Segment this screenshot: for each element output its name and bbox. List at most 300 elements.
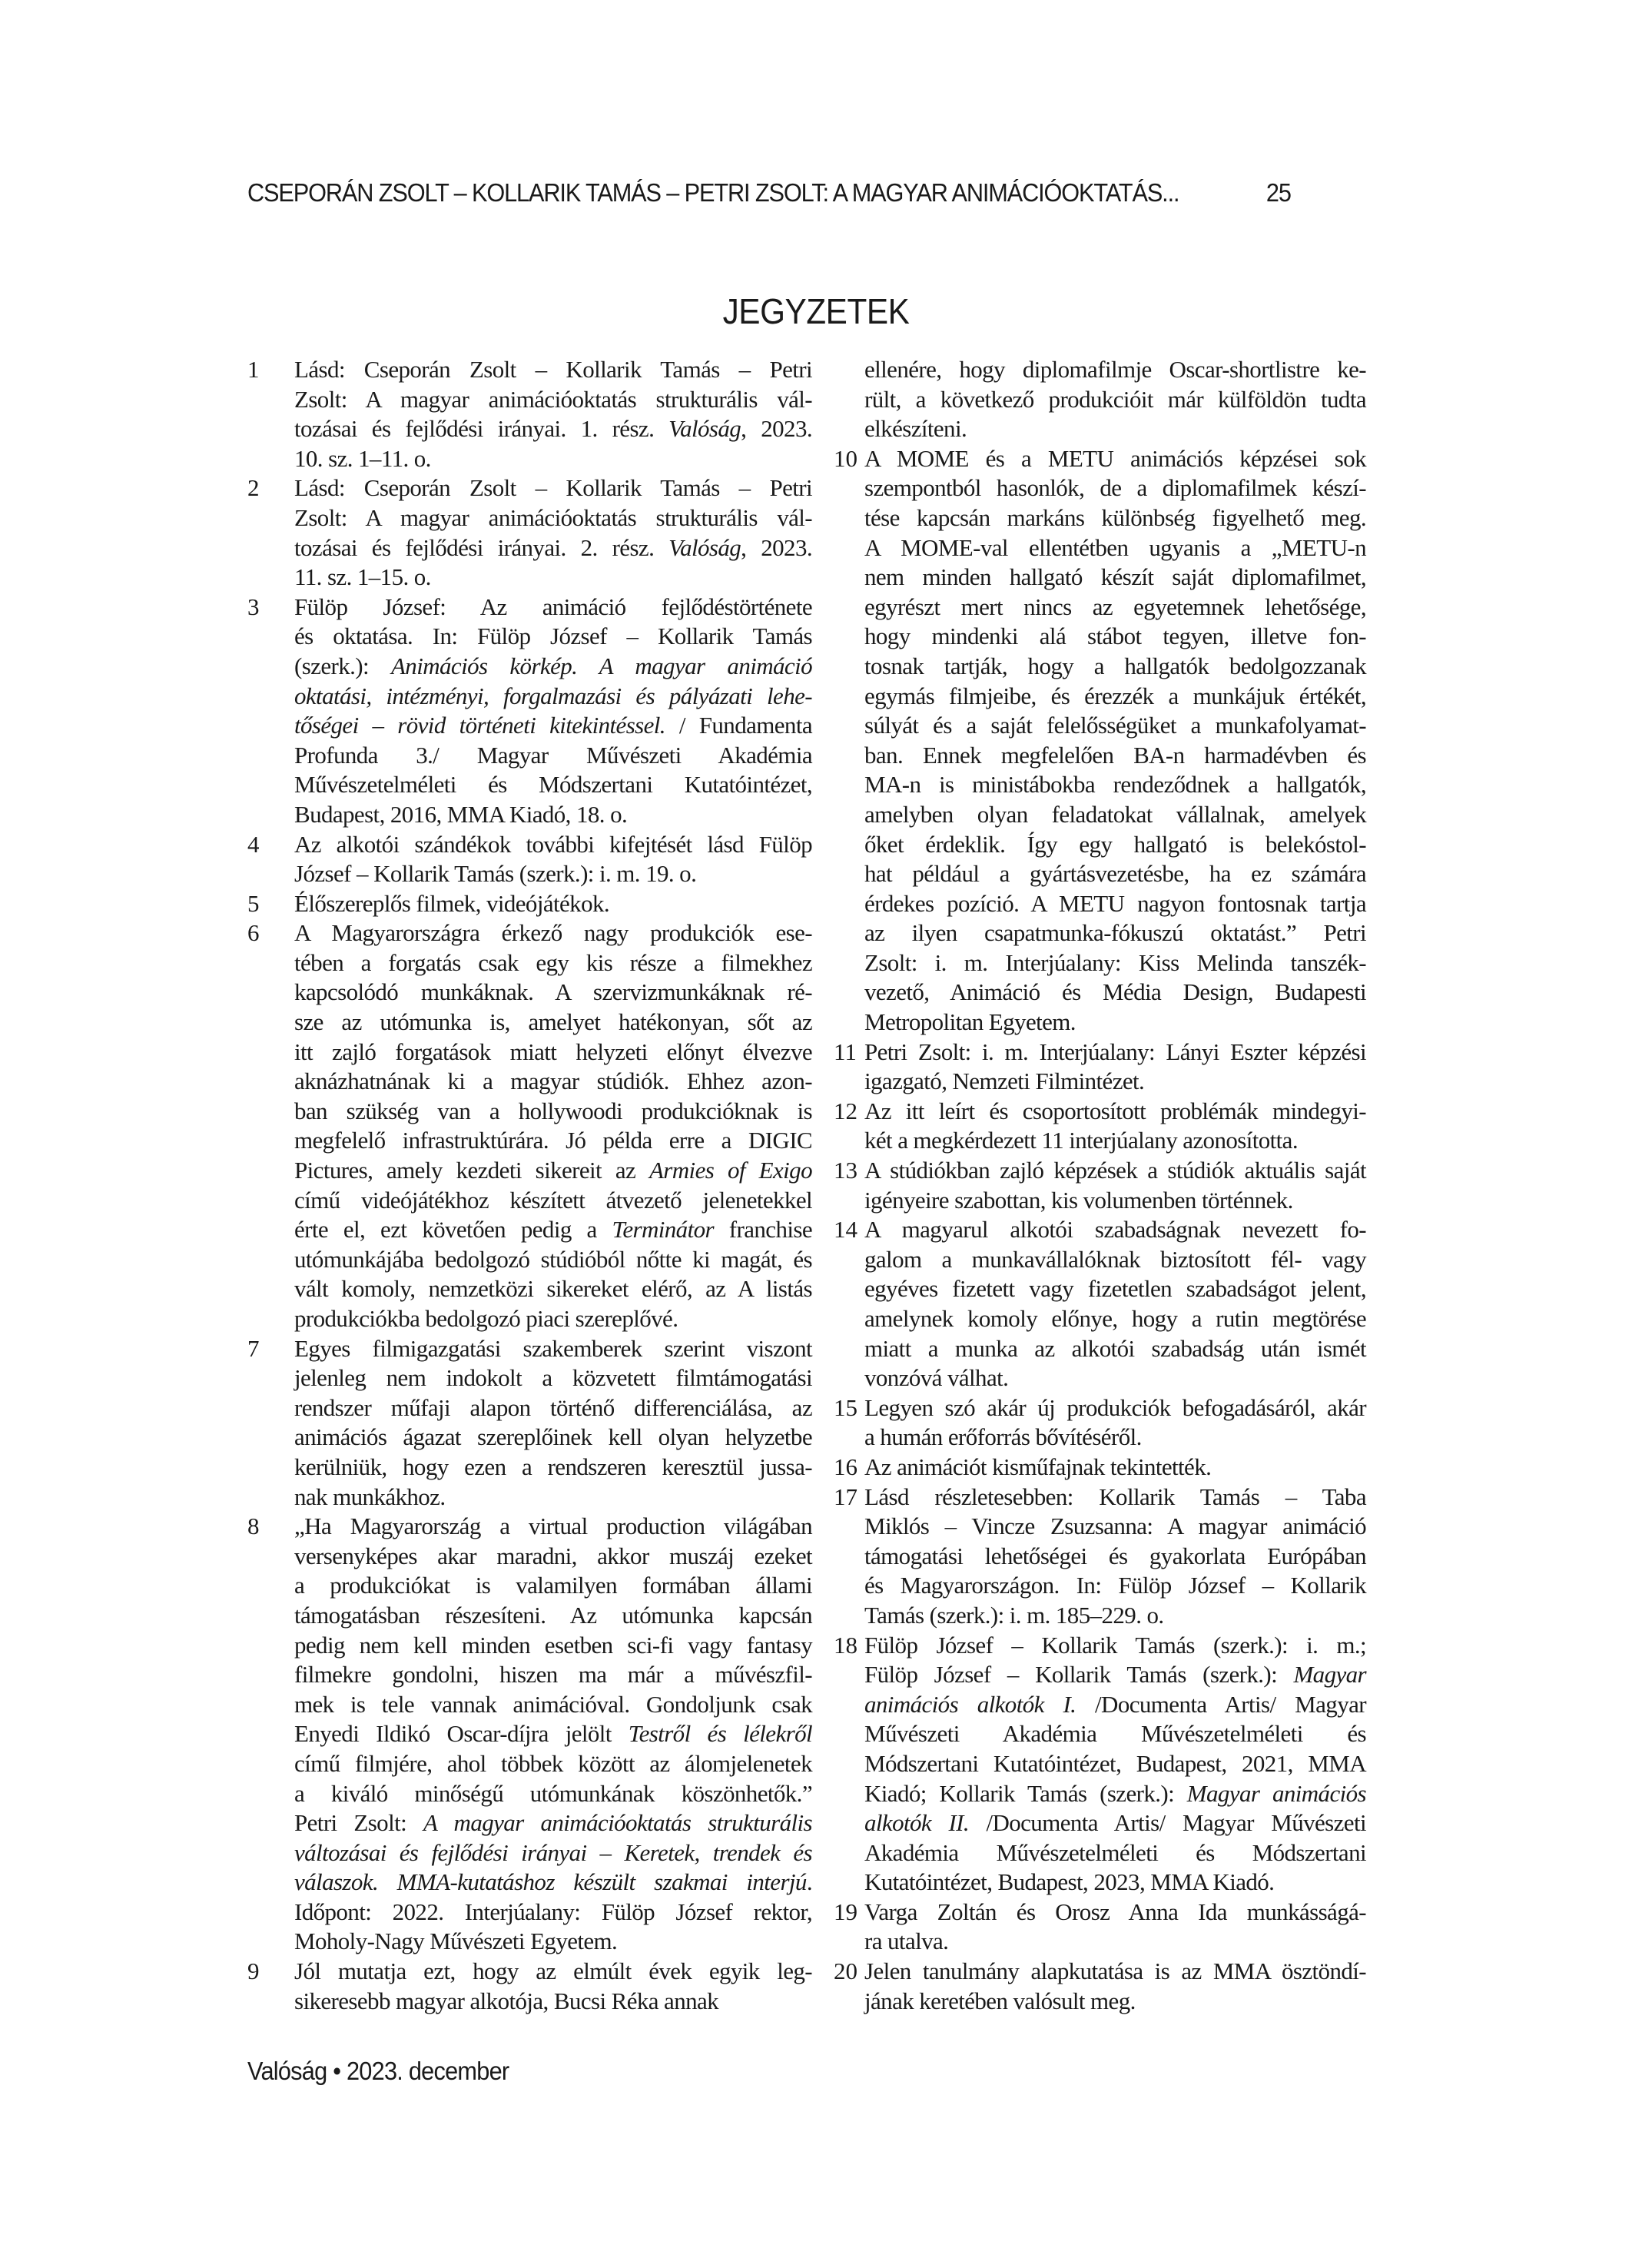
text-run: szempontból hasonlók, de a diplomafilmek készí-	[864, 474, 1366, 502]
footnote-line	[294, 1215, 812, 1245]
footnote-number: 11	[834, 1038, 857, 1065]
text-run: kerülniük, hogy ezen a rendszeren keresztül jussa-	[294, 1453, 812, 1480]
text-run: egyéves fizetett vagy fizetetlen szabadságot jelent,	[864, 1275, 1366, 1303]
italic-title: Magyar	[1293, 1661, 1366, 1689]
footnote-line	[294, 1779, 812, 1809]
text-run: érte el, ezt követően pedig a	[294, 1216, 612, 1244]
footnote-text	[294, 355, 812, 473]
footnote-line	[294, 918, 812, 948]
text-run: Lásd: Cseporán Zsolt – Kollarik Tamás – Petri	[294, 356, 812, 383]
text-run: Az alkotói szándékok további kifejtését lásd Fülöp	[294, 830, 812, 858]
text-run: tében a forgatás csak egy kis része a filmekhez	[294, 948, 812, 976]
text-run: jának keretében valósult meg.	[864, 1987, 1136, 2014]
text-run: ellenére, hogy diplomafilmje Oscar-shortlistre ke-	[864, 356, 1366, 383]
text-run: nak munkákhoz.	[294, 1483, 446, 1510]
text-run: pedig nem kell minden esetben sci-fi vagy fantasy	[294, 1631, 812, 1659]
text-run: Egyes filmigazgatási szakemberek szerint viszont	[294, 1334, 812, 1362]
footnote-4	[247, 830, 812, 889]
text-run: a kiváló minőségű utómunkának köszönhetők.”	[294, 1779, 812, 1807]
italic-title: tőségei – rövid történeti kitekintéssel.	[294, 712, 665, 739]
text-run: egyrészt mert nincs az egyetemnek lehetősége,	[864, 593, 1366, 620]
text-run: című videójátékhoz készített átvezető jelenetekkel	[294, 1186, 812, 1214]
footnote-line	[864, 1363, 1366, 1393]
footnote-8	[247, 1512, 812, 1957]
footnote-line	[864, 978, 1366, 1008]
footnote-line	[294, 859, 812, 889]
footnote-line	[294, 1838, 812, 1868]
text-run: tozásai és fejlődési irányai. 1. rész.	[294, 415, 669, 443]
footnote-line	[294, 1274, 812, 1304]
footnote-line	[864, 859, 1366, 889]
italic-title: Magyar animációs	[1186, 1779, 1366, 1807]
text-run: hat például a gyártásvezetésbe, ha ez számára	[864, 860, 1366, 888]
footnote-text	[864, 1156, 1366, 1215]
footnote-text	[864, 1038, 1366, 1097]
footnote-line	[294, 1423, 812, 1453]
footnote-number: 13	[834, 1157, 857, 1184]
italic-title: Valóság	[668, 533, 741, 561]
footnote-line	[294, 770, 812, 800]
footnote-line	[294, 1898, 812, 1928]
footnote-line	[864, 1957, 1366, 1987]
footnote-line	[864, 593, 1366, 623]
text-run: Tamás (szerk.): i. m. 185–229. o.	[864, 1601, 1164, 1629]
text-run: Kutatóintézet, Budapest, 2023, MMA Kiadó.	[864, 1868, 1275, 1896]
footnote-3	[247, 593, 812, 830]
text-run: a produkciókat is valamilyen formában állami	[294, 1572, 812, 1599]
text-run: megfelelő infrastruktúrára. Jó példa erre a DIGIC	[294, 1127, 812, 1154]
footnote-line	[294, 978, 812, 1008]
text-run: sze az utómunka is, amelyet hatékonyan, sőt az	[294, 1008, 812, 1036]
footnote-line	[864, 1304, 1366, 1334]
text-run: jelenleg nem indokolt a közvetett filmtámogatási	[294, 1364, 812, 1392]
footnote-line	[294, 1483, 812, 1513]
footnote-line	[294, 711, 812, 741]
footnote-7	[247, 1334, 812, 1513]
footnote-line	[864, 1838, 1366, 1868]
footnote-line	[864, 652, 1366, 682]
text-run: produkciókba bedolgozó piaci szereplővé.	[294, 1305, 678, 1332]
footnote-line	[294, 741, 812, 771]
text-run: a humán erőforrás bővítéséről.	[864, 1423, 1142, 1451]
text-run: ban szükség van a hollywoodi produkcióknak is	[294, 1097, 812, 1124]
footnote-line	[294, 1126, 812, 1156]
footnote-line	[294, 830, 812, 860]
footnote-9	[247, 1957, 812, 2016]
footnote-text	[294, 1334, 812, 1513]
text-run: és oktatása. In: Fülöp József – Kollarik Tamás	[294, 623, 812, 650]
footnote-line	[864, 1542, 1366, 1572]
footnote-number: 16	[834, 1453, 857, 1480]
footnote-number: 2	[247, 474, 260, 502]
text-run: amelyben olyan feladatokat vállalnak, amelyek	[864, 800, 1366, 828]
text-run: .	[806, 1868, 812, 1896]
footnote-line	[294, 1038, 812, 1068]
text-run: 11. sz. 1–15. o.	[294, 563, 431, 591]
footnote-15	[834, 1393, 1366, 1453]
text-run: versenyképes akar maradni, akkor muszáj ezeket	[294, 1542, 812, 1569]
footnote-text	[864, 355, 1366, 444]
footnote-line	[864, 1215, 1366, 1245]
text-run: sikeresebb magyar alkotója, Bucsi Réka annak	[294, 1987, 719, 2014]
footnote-11	[834, 1038, 1366, 1097]
footnote-line	[864, 1898, 1366, 1928]
footnote-line	[864, 1245, 1366, 1275]
text-run: őket érdeklik. Így egy hallgató is belekóstol-	[864, 830, 1366, 858]
footnote-line	[864, 1156, 1366, 1186]
italic-title: alkotók II.	[864, 1809, 970, 1837]
text-run: nem minden hallgató készít saját diplomafilmet,	[864, 563, 1366, 591]
text-run: mek is tele vannak animációval. Gondoljunk csak	[294, 1690, 812, 1718]
text-run: Petri Zsolt: i. m. Interjúalany: Lányi Eszter képzési	[864, 1038, 1366, 1065]
text-run: Fülöp József – Kollarik Tamás (szerk.):	[864, 1661, 1294, 1689]
italic-title: változásai és fejlődési irányai – Keretek, trendek és	[294, 1838, 812, 1866]
footnote-line	[864, 1067, 1366, 1097]
text-run: Kiadó; Kollarik Tamás (szerk.):	[864, 1779, 1187, 1807]
footnote-text	[294, 1512, 812, 1957]
text-run: tozásai és fejlődési irányai. 2. rész.	[294, 533, 669, 561]
text-run: Művészetelméleti és Módszertani Kutatóintézet,	[294, 771, 812, 799]
text-run: Zsolt: A magyar animációoktatás strukturális vál-	[294, 385, 812, 413]
italic-title: válaszok. MMA-kutatáshoz készült szakmai interjú	[294, 1868, 807, 1896]
footnote-number: 17	[834, 1483, 857, 1510]
italic-title: animációs alkotók I.	[864, 1690, 1076, 1718]
footnote-line	[294, 1601, 812, 1631]
notes-column-right	[834, 355, 1366, 2016]
footnote-5	[247, 889, 812, 919]
footnote-line	[864, 1571, 1366, 1601]
footnote-line	[864, 1186, 1366, 1216]
text-run: Budapest, 2016, MMA Kiadó, 18. o.	[294, 800, 628, 828]
footnote-text	[864, 1898, 1366, 1957]
text-run: MA-n is ministábokba rendeződnek a hallgatók,	[864, 771, 1366, 799]
footnote-text	[294, 1957, 812, 2016]
text-run: galom a munkavállalóknak biztosított fél- vagy	[864, 1245, 1366, 1273]
footnote-line	[864, 355, 1366, 385]
footnote-line	[864, 918, 1366, 948]
footer-publication: Valóság • 2023. december	[247, 2057, 509, 2085]
footnote-line	[294, 1868, 812, 1898]
footnote-number: 12	[834, 1097, 857, 1124]
text-run: Jól mutatja ezt, hogy az elmúlt évek egyik leg-	[294, 1958, 812, 1985]
footnote-line	[294, 593, 812, 623]
footnote-line	[864, 563, 1366, 593]
text-run: /Documenta Artis/ Magyar	[1076, 1690, 1366, 1718]
text-run: igényeire szabottan, kis volumenben történnek.	[864, 1186, 1293, 1214]
footnote-line	[294, 1571, 812, 1601]
footnote-line	[864, 1512, 1366, 1542]
text-run: utómunkájába bedolgozó stúdióból nőtte ki magát, és	[294, 1245, 812, 1273]
text-run: igazgató, Nemzeti Filmintézet.	[864, 1068, 1145, 1095]
footnote-line	[294, 414, 812, 444]
footnote-line	[864, 414, 1366, 444]
text-run: A MOME és a METU animációs képzései sok	[864, 444, 1366, 472]
page-number: 25	[1265, 178, 1291, 207]
footnote-19	[834, 1898, 1366, 1957]
text-run: Az itt leírt és csoportosított problémák mindegyi-	[864, 1097, 1366, 1124]
footnote-text	[864, 1215, 1366, 1393]
footnote-line	[294, 473, 812, 503]
text-run: Jelen tanulmány alapkutatása is az MMA ösztöndí-	[864, 1958, 1366, 1985]
footnote-text	[864, 1393, 1366, 1453]
footnote-line	[294, 889, 812, 919]
text-run: itt zajló forgatások miatt helyzeti előnyt élvezve	[294, 1038, 812, 1065]
footnote-line	[864, 830, 1366, 860]
text-run: /Documenta Artis/ Magyar Művészeti	[969, 1809, 1366, 1837]
footnote-line	[864, 1483, 1366, 1513]
footnote-line	[864, 770, 1366, 800]
footnote-number: 19	[834, 1898, 857, 1925]
text-run: József – Kollarik Tamás (szerk.): i. m. 19. o.	[294, 860, 697, 888]
text-run: Metropolitan Egyetem.	[864, 1008, 1076, 1036]
footnote-line	[864, 1808, 1366, 1838]
footnote-number: 5	[247, 889, 260, 917]
text-run: Módszertani Kutatóintézet, Budapest, 2021, MMA	[864, 1749, 1366, 1777]
footnote-line	[294, 1660, 812, 1690]
text-run: ban. Ennek megfelelően BA-n harmadévben és	[864, 741, 1366, 769]
text-run: Enyedi Ildikó Oscar-díjra jelölt	[294, 1720, 629, 1748]
footnote-6	[247, 918, 812, 1333]
footnote-text	[864, 1631, 1366, 1898]
text-run: A magyarul alkotói szabadságnak nevezett fo-	[864, 1216, 1366, 1244]
footnote-line	[294, 1363, 812, 1393]
footnote-line	[294, 1749, 812, 1779]
text-run: A MOME-val ellentétben ugyanis a „METU-n	[864, 533, 1366, 561]
text-run: „Ha Magyarország a virtual production világában	[294, 1513, 812, 1540]
footnote-line	[294, 682, 812, 712]
italic-title: Animációs körkép. A magyar animáció	[390, 652, 812, 679]
text-run: Lásd: Cseporán Zsolt – Kollarik Tamás – Petri	[294, 474, 812, 502]
footnote-number: 18	[834, 1631, 857, 1659]
footnote-text	[294, 473, 812, 592]
text-run: rendszer műfaji alapon történő differenciálása, az	[294, 1393, 812, 1421]
footnote-number: 10	[834, 444, 857, 472]
footnote-line	[294, 948, 812, 978]
footnote-line	[294, 1512, 812, 1542]
text-run: hogy mindenki alá stábot tegyen, illetve fon-	[864, 623, 1366, 650]
footnote-line	[864, 1690, 1366, 1720]
notes-column-left	[247, 355, 812, 2016]
text-run: vált komoly, nemzetközi sikereket elérő, az A listás	[294, 1275, 812, 1303]
italic-title: Armies of Exigo	[648, 1157, 812, 1184]
text-run: miatt a munka az alkotói szabadság után ismét	[864, 1334, 1366, 1362]
footnote-line	[864, 741, 1366, 771]
footnote-text	[864, 1097, 1366, 1156]
footnote-line	[864, 711, 1366, 741]
footnote-continuation	[834, 355, 1366, 444]
footnote-text	[864, 1957, 1366, 2016]
text-run: támogatási lehetőségei és gyakorlata Európában	[864, 1542, 1366, 1569]
footnote-13	[834, 1156, 1366, 1215]
footnote-line	[294, 1304, 812, 1334]
text-run: Időpont: 2022. Interjúalany: Fülöp József rektor,	[294, 1898, 812, 1925]
footnote-text	[294, 889, 812, 919]
footnote-10	[834, 444, 1366, 1038]
text-run: filmekre gondolni, hiszen ma már a művészfil-	[294, 1661, 812, 1689]
text-run: az ilyen csapatmunka-fókuszú oktatást.” Petri	[864, 919, 1366, 947]
italic-title: Valóság	[668, 415, 741, 443]
footnote-line	[864, 1097, 1366, 1127]
section-title: JEGYZETEK	[722, 291, 910, 331]
text-run: tosnak tartják, hogy a hallgatók bedolgozzanak	[864, 652, 1366, 679]
footnote-line	[294, 533, 812, 563]
footnote-1	[247, 355, 812, 473]
text-run: Akadémia Művészetelméleti és Módszertani	[864, 1838, 1366, 1866]
text-run: Művészeti Akadémia Művészetelméleti és	[864, 1720, 1366, 1748]
text-run: Az animációt kisműfajnak tekintették.	[864, 1453, 1212, 1480]
footnote-line	[864, 1987, 1366, 2017]
text-run: Zsolt: i. m. Interjúalany: Kiss Melinda tanszék-	[864, 948, 1366, 976]
footnote-line	[864, 1868, 1366, 1898]
footnote-line	[294, 800, 812, 830]
text-run: rült, a következő produkcióit már külföldön tudta	[864, 385, 1366, 413]
footnote-line	[864, 1393, 1366, 1423]
footnote-line	[864, 1423, 1366, 1453]
footnote-number: 14	[834, 1216, 857, 1244]
text-run: aknázhatnának ki a magyar stúdiók. Ehhez azon-	[294, 1068, 812, 1095]
footnote-text	[864, 1453, 1366, 1483]
footnote-line	[864, 385, 1366, 415]
text-run: tése kapcsán markáns különbség figyelhető meg.	[864, 503, 1366, 531]
text-run: Miklós – Vincze Zsuzsanna: A magyar animáció	[864, 1513, 1366, 1540]
text-run: A stúdiókban zajló képzések a stúdiók aktuális saját	[864, 1157, 1366, 1184]
footnote-line	[864, 533, 1366, 563]
footnote-number: 8	[247, 1513, 260, 1540]
footnote-number: 20	[834, 1958, 857, 1985]
text-run: súlyát és a saját felelősségüket a munkafolyamat-	[864, 712, 1366, 739]
footnote-line	[864, 1927, 1366, 1957]
footnote-line	[864, 1453, 1366, 1483]
text-run: Profunda 3./ Magyar Művészeti Akadémia	[294, 741, 812, 769]
footnote-number: 6	[247, 919, 260, 947]
text-run: Lásd részletesebben: Kollarik Tamás – Taba	[864, 1483, 1366, 1510]
footnote-line	[864, 800, 1366, 830]
footnote-line	[864, 1631, 1366, 1661]
footnote-line	[294, 1631, 812, 1661]
footnote-16	[834, 1453, 1366, 1483]
footnote-line	[294, 652, 812, 682]
italic-title: Terminátor	[612, 1216, 714, 1244]
footnote-text	[864, 1483, 1366, 1631]
text-run: Fülöp József: Az animáció fejlődéstörténete	[294, 593, 812, 620]
footnote-line	[294, 1008, 812, 1038]
footnote-text	[294, 918, 812, 1333]
text-run: kapcsolódó munkáknak. A szervizmunkáknak ré-	[294, 978, 812, 1006]
text-run: elkészíteni.	[864, 415, 967, 443]
footnote-2	[247, 473, 812, 592]
footnote-line	[864, 1274, 1366, 1304]
footnote-line	[864, 503, 1366, 533]
footnote-number: 15	[834, 1393, 857, 1421]
text-run: Fülöp József – Kollarik Tamás (szerk.): i. m.;	[864, 1631, 1366, 1659]
footnote-line	[294, 1957, 812, 1987]
text-run: A Magyarországra érkező nagy produkciók ese-	[294, 919, 812, 947]
footnote-text	[864, 444, 1366, 1038]
running-head	[247, 178, 1291, 208]
text-run: 10. sz. 1–11. o.	[294, 444, 431, 472]
footnote-line	[864, 473, 1366, 503]
footnote-line	[294, 622, 812, 652]
text-run: vonzóvá válhat.	[864, 1364, 1009, 1392]
footnote-14	[834, 1215, 1366, 1393]
text-run: , 2023.	[741, 415, 812, 443]
footnote-line	[864, 1601, 1366, 1631]
footnote-line	[294, 1927, 812, 1957]
footnote-line	[294, 1067, 812, 1097]
footnote-line	[864, 1038, 1366, 1068]
footnote-line	[294, 1156, 812, 1186]
text-run: vezető, Animáció és Média Design, Budapesti	[864, 978, 1366, 1006]
text-run: franchise	[713, 1216, 812, 1244]
footnote-line	[864, 1660, 1366, 1690]
text-run: (szerk.):	[294, 652, 391, 679]
footnote-line	[294, 1097, 812, 1127]
footnote-line	[294, 563, 812, 593]
text-run: / Fundamenta	[665, 712, 812, 739]
footnote-line	[864, 1126, 1366, 1156]
text-run: támogatásban részesíteni. Az utómunka kapcsán	[294, 1601, 812, 1629]
footnote-text	[294, 830, 812, 889]
text-run: Petri Zsolt:	[294, 1809, 423, 1837]
footnote-line	[294, 444, 812, 474]
footnote-line	[864, 1749, 1366, 1779]
footnote-line	[294, 1719, 812, 1749]
footnote-17	[834, 1483, 1366, 1631]
footnote-line	[864, 1008, 1366, 1038]
footnote-18	[834, 1631, 1366, 1898]
text-run: Pictures, amely kezdeti sikereit az	[294, 1157, 649, 1184]
text-run: Moholy-Nagy Művészeti Egyetem.	[294, 1928, 618, 1955]
text-run: Legyen szó akár új produkciók befogadásáról, akár	[864, 1393, 1366, 1421]
footnote-line	[294, 1393, 812, 1423]
footnote-line	[864, 1334, 1366, 1364]
running-title: CSEPORÁN ZSOLT – KOLLARIK TAMÁS – PETRI ZSOLT: A MAGYAR ANIMÁCIÓOKTATÁS...	[247, 178, 1179, 207]
footnote-12	[834, 1097, 1366, 1156]
footnote-line	[864, 1719, 1366, 1749]
footnote-text	[294, 593, 812, 830]
footnote-20	[834, 1957, 1366, 2016]
footnote-line	[294, 1987, 812, 2017]
footnote-line	[294, 1453, 812, 1483]
footnote-line	[294, 1690, 812, 1720]
footnote-number: 4	[247, 830, 260, 858]
text-run: érdekes pozíció. A METU nagyon fontosnak tartja	[864, 889, 1366, 917]
footnote-line	[864, 948, 1366, 978]
text-run: Élőszereplős filmek, videójátékok.	[294, 889, 610, 917]
italic-title: oktatási, intézményi, forgalmazási és pályázati lehe-	[294, 682, 812, 709]
footnote-line	[294, 1334, 812, 1364]
text-run: egymás filmjeibe, és érezzék a munkájuk értékét,	[864, 682, 1366, 709]
footnote-line	[864, 889, 1366, 919]
footnote-line	[864, 1779, 1366, 1809]
footnote-line	[294, 1245, 812, 1275]
italic-title: A magyar animációoktatás strukturális	[423, 1809, 812, 1837]
text-run: animációs ágazat szereplőinek kell olyan helyzetbe	[294, 1423, 812, 1451]
text-run: Varga Zoltán és Orosz Anna Ida munkásságá-	[864, 1898, 1366, 1925]
footnote-number: 7	[247, 1334, 260, 1362]
text-run: két a megkérdezett 11 interjúalany azonosította.	[864, 1127, 1298, 1154]
footnote-line	[864, 444, 1366, 474]
text-run: , 2023.	[741, 533, 812, 561]
footnote-line	[294, 503, 812, 533]
footnote-number: 3	[247, 593, 260, 620]
text-run: amelynek komoly előnye, hogy a rutin megtörése	[864, 1305, 1366, 1332]
footnote-line	[294, 1186, 812, 1216]
footnote-line	[294, 1542, 812, 1572]
footnote-line	[294, 355, 812, 385]
text-run: és Magyarországon. In: Fülöp József – Kollarik	[864, 1572, 1366, 1599]
italic-title: Testről és lélekről	[628, 1720, 812, 1748]
